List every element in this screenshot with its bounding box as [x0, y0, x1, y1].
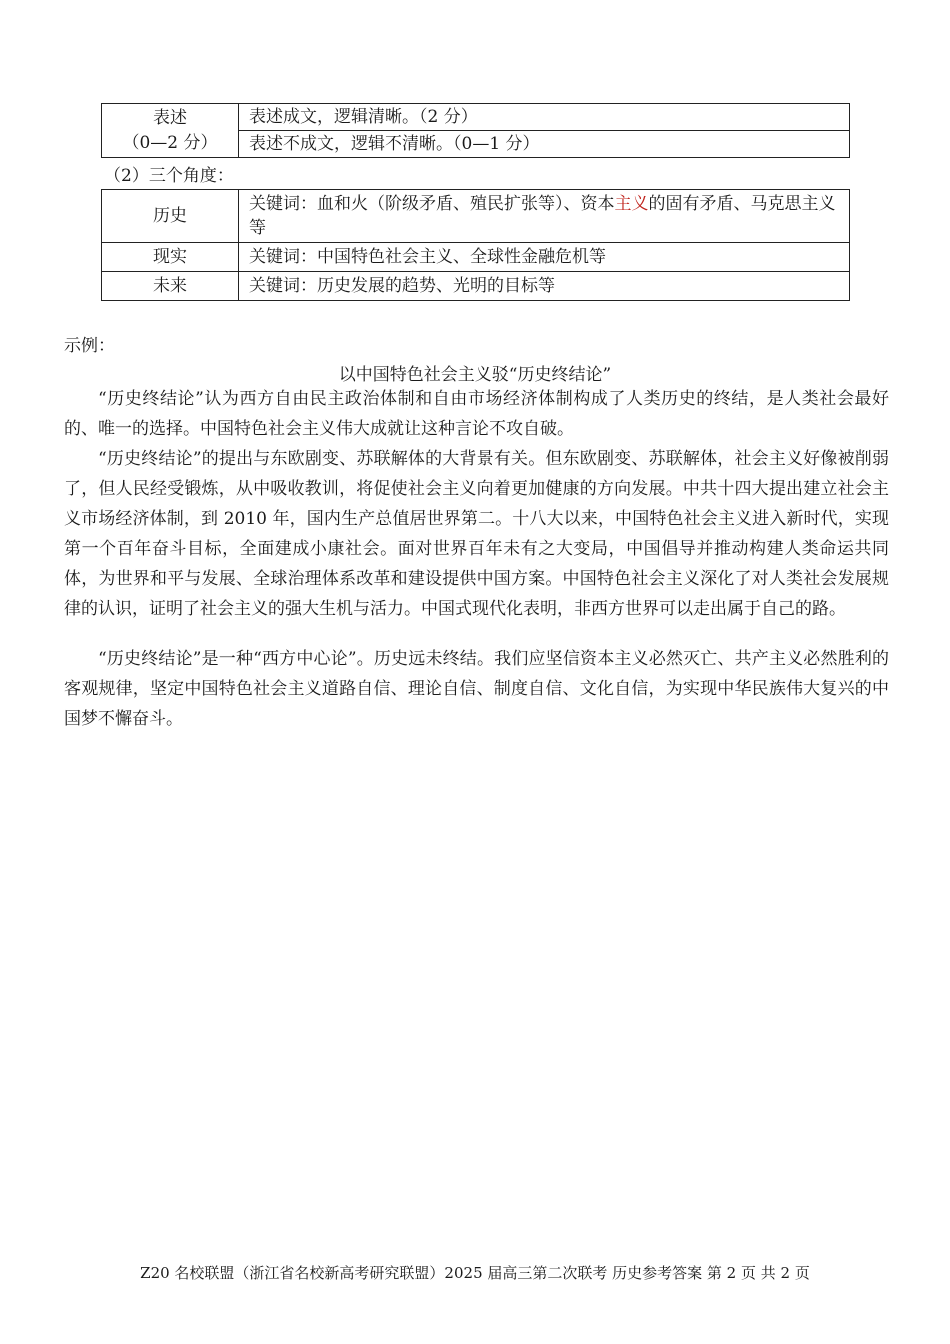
expression-criteria-table — [101, 103, 850, 158]
three-angles-table — [101, 189, 850, 301]
table-row — [102, 272, 850, 301]
expression-score-range: （0—2 分） — [122, 132, 218, 153]
keywords-text: 的固有矛盾、马克思主义等 — [249, 194, 836, 238]
example-label: 示例： — [64, 336, 115, 356]
essay-title: 以中国特色社会主义驳“历史终结论” — [338, 365, 612, 385]
page-footer: Z20 名校联盟（浙江省名校新高考研究联盟）2025 届高三第二次联考 历史参考答案 第 2 页 共 2 页 — [140, 1264, 810, 1282]
section-subheading: （2）三个角度： — [104, 166, 234, 186]
expression-label: 表述 — [153, 107, 187, 128]
keywords-text: 关键词：血和火（阶级矛盾、殖民扩张等）、资本 — [249, 194, 615, 214]
angle-keywords-future: 关键词：历史发展的趋势、光明的目标等 — [239, 272, 850, 301]
table-row — [102, 190, 850, 243]
essay-paragraph: “历史终结论”的提出与东欧剧变、苏联解体的大背景有关。但东欧剧变、苏联解体，社会主义好像被削弱了，但人民经受锻炼，从中吸收教训，将促使社会主义向着更加健康的方向发展。中共十四大提出建立社会主义市场经济体制，到 2010 年，国内生产总值居世界第二。十八大以来，中国特色社会主义进入新时代，实现第一个百年奋斗目标，全面建成小康社会。面对世界百年未有之大变局，中国倡导并推动构建人类命运共同体，为世界和平与发展、全球治理体系改革和建设提供中国方案。中国特色社会主义深化了对人类社会发展规律的认识，证明了社会主义的强大生机与活力。中国式现代化表明，非西方世界可以走出属于自己的路。 — [64, 449, 889, 619]
essay-paragraph: “历史终结论”是一种“西方中心论”。历史远未终结。我们应坚信资本主义必然灭亡、共产主义必然胜利的客观规律，坚定中国特色社会主义道路自信、理论自信、制度自信、文化自信，为实现中华民族伟大复兴的中国梦不懈奋斗。 — [64, 649, 889, 729]
angle-keywords-reality: 关键词：中国特色社会主义、全球性金融危机等 — [239, 243, 850, 272]
angle-label-reality: 现实 — [102, 243, 239, 272]
angle-label-future: 未来 — [102, 272, 239, 301]
expression-criterion-partial: 表述不成文，逻辑不清晰。（0—1 分） — [239, 131, 850, 158]
highlighted-keyword: 主义 — [614, 194, 649, 214]
angle-label-history: 历史 — [102, 190, 239, 243]
essay-paragraph: “历史终结论”认为西方自由民主政治体制和自由市场经济体制构成了人类历史的终结，是人类社会最好的、唯一的选择。中国特色社会主义伟大成就让这种言论不攻自破。 — [64, 389, 889, 439]
angle-keywords-history — [239, 190, 850, 243]
table-row — [102, 243, 850, 272]
expression-criterion-full: 表述成文，逻辑清晰。（2 分） — [239, 104, 850, 131]
expression-label-cell — [102, 104, 239, 158]
